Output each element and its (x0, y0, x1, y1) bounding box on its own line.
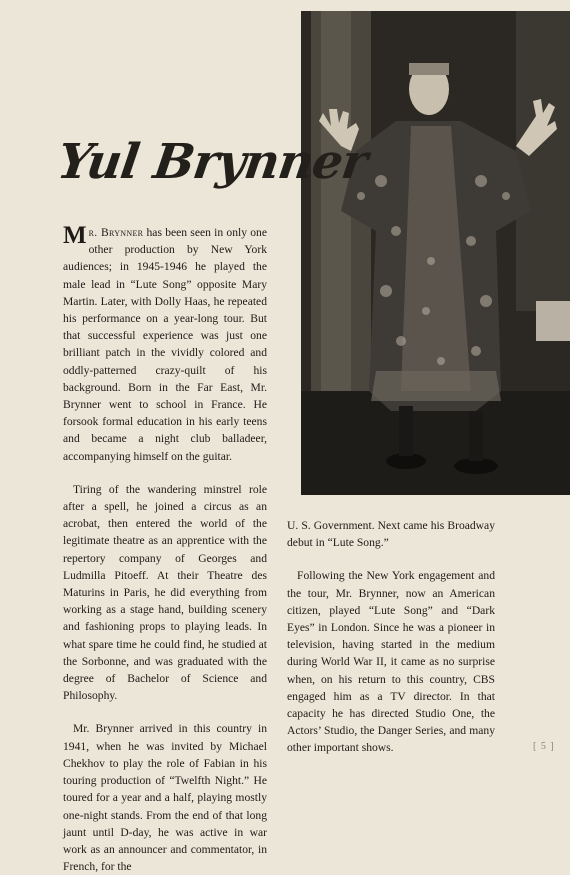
paragraph-5: Following the New York engagement and the tour, Mr. Brynner, now an American citizen, played “Lute Song” and “Dark Eyes” in London. Since he was a pioneer in television, having started in the medium during World War II, it came as no surprise when, on his return to this country, CBS engaged him as a TV director. In that capacity he has directed Studio One, the Actors’ Studio, the Danger Series, and many other important shows. (287, 569, 495, 755)
paragraph-3: Mr. Brynner arrived in this country in 1941, when he was invited by Michael Chekhov to play the role of Fabian in his touring production of “Twelfth Night.” He toured for a year and a half, playing mostly one-night stands. From the end of that long jaunt until D-day, he was active in war work as an announcer and commentator, in French, for the (63, 722, 267, 874)
actor-in-robe-image (301, 11, 570, 495)
paragraph-4: U. S. Government. Next came his Broadway debut in “Lute Song.” (287, 519, 495, 550)
drop-cap: M (63, 222, 87, 249)
paragraph-1 (63, 224, 267, 465)
right-column (287, 517, 495, 757)
actor-photograph (301, 11, 570, 495)
paragraph-1-text: has been seen in only one other production by New York audiences; in 1945-1946 he played the male lead in “Lute Song” opposite Mary Martin. Later, with Dolly Haas, he repeated his performance on a year-long tour. But that successful experience was just one brilliant patch in the vividly colored and oddly-patterned crazy-quilt of his background. Born in the Far East, Mr. Brynner went to school in France. He forsook formal education in his early teens and became a night club balladeer, accompanying himself on the guitar. (63, 226, 267, 463)
paragraph-2: Tiring of the wandering minstrel role after a spell, he joined a circus as an acrobat, then entered the world of the legitimate theatre as an apprentice with the repertory company of Georges and Ludmilla Pitoeff. At their Theatre des Maturins in Paris, he did everything from working as a stage hand, building scenery and fashioning props to playing leads. In what spare time he could find, he studied at the Sorbonne, and was graduated with the degree of Bachelor of Science and Philosophy. (63, 482, 267, 703)
title-text: Yul Brynner (54, 134, 371, 190)
page-number: [ 5 ] (533, 741, 555, 752)
left-column (63, 224, 267, 875)
lead-smallcaps: r. Brynner (88, 226, 144, 239)
page-title (54, 128, 371, 198)
